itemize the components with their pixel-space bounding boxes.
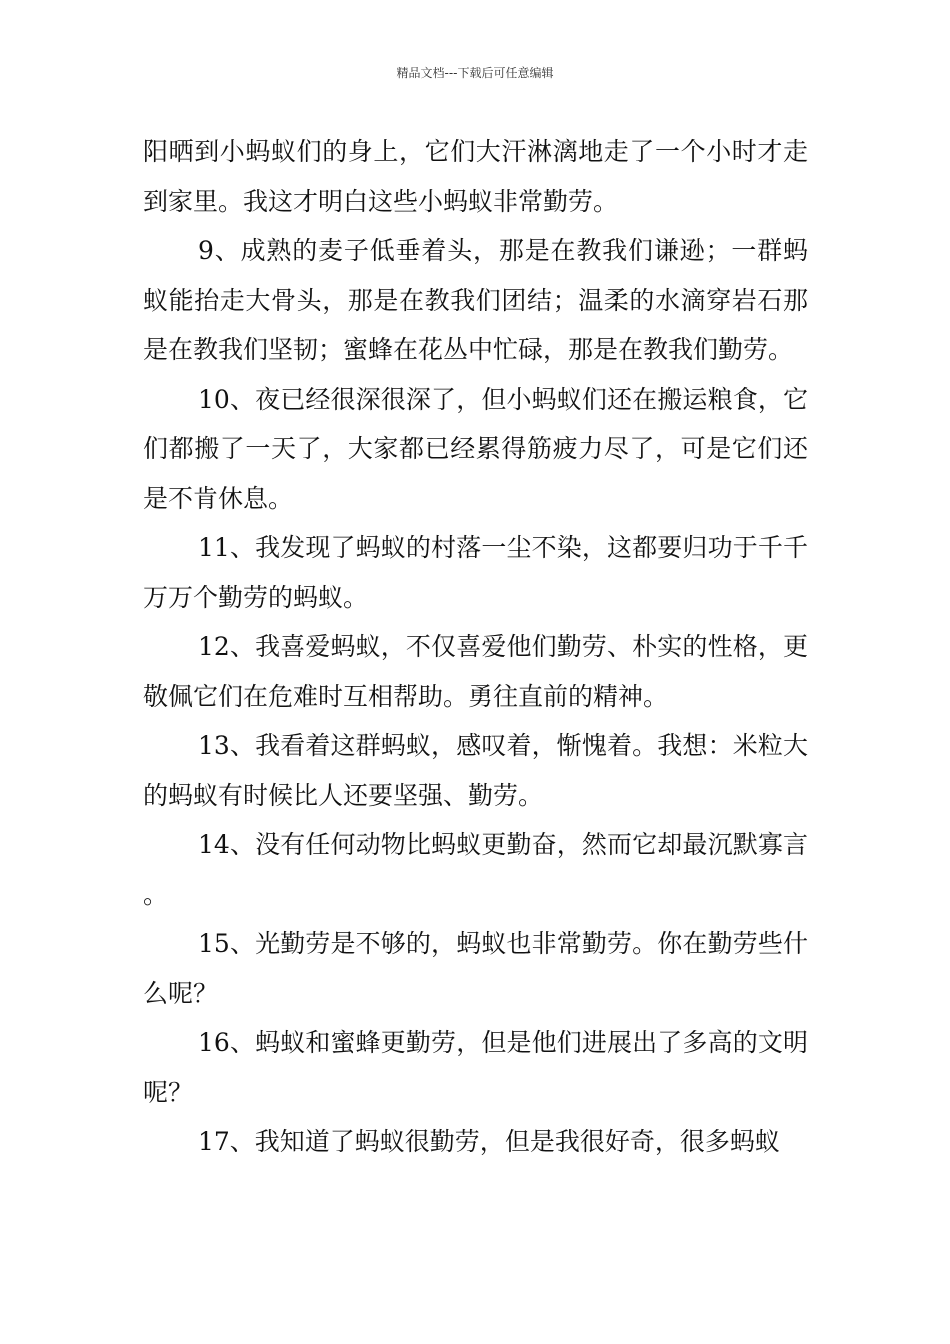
paragraph-17: 17、我知道了蚂蚁很勤劳，但是我很好奇，很多蚂蚁: [198, 1127, 780, 1156]
paragraph-13: 13、我看着这群蚂蚁，感叹着，惭愧着。我想：米粒大的蚂蚁有时候比人还要坚强、勤劳。: [143, 731, 808, 810]
document-body: [143, 127, 808, 1167]
paragraph-continuation: 阳晒到小蚂蚁们的身上，它们大汗淋漓地走了一个小时才走到家里。我这才明白这些小蚂蚁非常勤劳。: [143, 137, 808, 216]
paragraph-14: 14、没有任何动物比蚂蚁更勤奋，然而它却最沉默寡言。: [143, 830, 808, 909]
paragraph-10: 10、夜已经很深很深了，但小蚂蚁们还在搬运粮食，它们都搬了一天了，大家都已经累得筋疲力尽了，可是它们还是不肯休息。: [143, 384, 808, 513]
paragraph-9: 9、成熟的麦子低垂着头，那是在教我们谦逊；一群蚂蚁能抬走大骨头，那是在教我们团结；温柔的水滴穿岩石那是在教我们坚韧；蜜蜂在花丛中忙碌，那是在教我们勤劳。: [143, 236, 808, 364]
page-header: 精品文档---下载后可任意编辑: [396, 66, 554, 80]
paragraph-12: 12、我喜爱蚂蚁，不仅喜爱他们勤劳、朴实的性格，更敬佩它们在危难时互相帮助。勇往直前的精神。: [143, 632, 808, 711]
paragraph-15: 15、光勤劳是不够的，蚂蚁也非常勤劳。你在勤劳些什么呢？: [143, 929, 808, 1008]
paragraph-11: 11、我发现了蚂蚁的村落一尘不染，这都要归功于千千万万个勤劳的蚂蚁。: [143, 533, 808, 612]
paragraph-16: 16、蚂蚁和蜜蜂更勤劳，但是他们进展出了多高的文明呢？: [143, 1028, 808, 1107]
